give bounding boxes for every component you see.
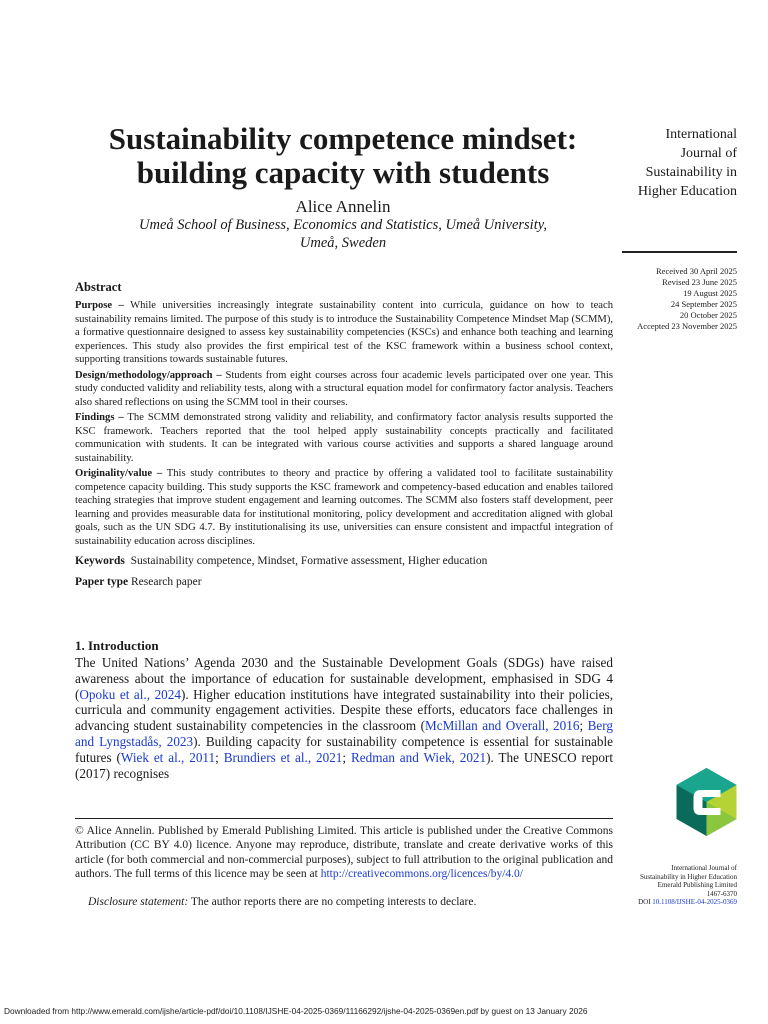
doi-label: DOI bbox=[638, 898, 651, 907]
license-text: © Alice Annelin. Published by Emerald Publishing Limited. This article is published under the Creative Commons Attribution (CC BY 4.0) licence. Anyone may reproduce, distribute, translate and create derivative works of this article (for both commercial and non-commercial purposes), subject to full attribution to the original publication and authors. The full terms of this licence may be seen at bbox=[75, 825, 613, 880]
abstract-heading: Abstract bbox=[75, 280, 122, 294]
emerald-logo-icon bbox=[676, 768, 737, 836]
intro-text: ; bbox=[579, 718, 588, 734]
title-line-1: Sustainability competence mindset: bbox=[108, 121, 578, 156]
intro-text: ). The UNESCO report (2017) recognises bbox=[75, 749, 613, 781]
article-title bbox=[75, 122, 611, 190]
date-line: 19 August 2025 bbox=[683, 288, 737, 298]
author-affiliation bbox=[75, 216, 611, 252]
findings-text: The SCMM demonstrated strong validity and reliability, and confirmatory factor analysis results supported the KSC framework. Teachers reported that the tool helped apply sustainability concepts practically and facilitated communication with students. It can be integrated with various course activities and supports a shared language around sustainability. bbox=[75, 412, 613, 464]
date-line: 20 October 2025 bbox=[679, 310, 737, 320]
journal-info-line: International Journal of bbox=[671, 864, 737, 872]
intro-text: ). Building capacity for sustainability competence is essential for sustainable futures ( bbox=[75, 733, 613, 765]
journal-line: Higher Education bbox=[637, 184, 737, 199]
journal-title bbox=[610, 125, 737, 201]
journal-info-line: Emerald Publishing Limited bbox=[657, 881, 737, 890]
citation-link[interactable]: McMillan and Overall, 2016 bbox=[424, 718, 580, 734]
abstract-section bbox=[75, 280, 613, 592]
journal-line: International bbox=[665, 127, 737, 142]
date-line: Revised 23 June 2025 bbox=[662, 277, 737, 287]
introduction-paragraph bbox=[75, 655, 613, 781]
paper-type-label: Paper type bbox=[75, 576, 129, 588]
purpose-text: While universities increasingly integrate sustainability content into curricula, guidance on how to teach sustainability remains limited. The purpose of this study is to introduce the Sustainability Competence Mindset Map (SCMM), a formative questionnaire designed to assess key sustainability competencies (KSCs) and enhance both teaching and learning experiences. This study also provides the first empirical test of the KSC framework within a business school context, supporting transitions towards sustainable futures. bbox=[75, 300, 614, 365]
author-name: Alice Annelin bbox=[295, 197, 391, 216]
citation-link[interactable]: Brundiers et al., 2021 bbox=[223, 749, 343, 765]
journal-line: Sustainability in bbox=[645, 165, 737, 180]
doi-link[interactable]: 10.1108/IJSHE-04-2025-0369 bbox=[652, 898, 737, 907]
citation-link[interactable]: Redman and Wiek, 2021 bbox=[350, 749, 487, 765]
affiliation-line-2: Umeå, Sweden bbox=[299, 235, 387, 251]
originality-label: Originality/value – bbox=[75, 468, 163, 479]
intro-text: ; bbox=[215, 749, 224, 765]
design-text: Students from eight courses across four academic levels participated over one year. This study conducted validity and reliability tests, along with a structural equation model for confirmatory factor analysis. Teachers also shared reflections on using the SCMM tool in their courses. bbox=[75, 369, 613, 408]
originality-text: This study contributes to theory and practice by offering a validated tool to facilitate sustainability competence capacity building. This study supports the KSC framework and competency-based education and enables tailored teaching strategies that improve student engagement and learning outcomes. The SCMM also fosters staff development, peer learning and provides measurable data for institutional monitoring, policy development and accreditation aligned with global goals, such as the UN SDG 4.7. By institutionalising its use, universities can ensure consistent and impactful integration of sustainability education across disciplines. bbox=[75, 468, 614, 547]
abstract-findings bbox=[75, 411, 613, 465]
journal-info bbox=[610, 864, 737, 907]
download-footer: Downloaded from http://www.emerald.com/ijshe/article-pdf/doi/10.1108/IJSHE-04-2025-0369/11166292/ijshe-04-2025-0369en.pdf by guest on 13 January 2026 bbox=[4, 1006, 588, 1016]
date-line: Received 30 April 2025 bbox=[656, 266, 737, 276]
introduction-heading: 1. Introduction bbox=[75, 638, 159, 653]
abstract-purpose bbox=[75, 299, 613, 367]
journal-line: Journal of bbox=[680, 146, 737, 161]
license-link[interactable]: http://creativecommons.org/licences/by/4.0/ bbox=[320, 867, 523, 880]
intro-text: The United Nations’ Agenda 2030 and the Sustainable Development Goals (SDGs) have raised awareness about the importance of education for sustainable development, emphasised in SDG 4 ( bbox=[75, 655, 613, 702]
affiliation-line-1: Umeå School of Business, Economics and Statistics, Umeå University, bbox=[139, 217, 547, 233]
paper-type bbox=[75, 575, 613, 590]
abstract-originality bbox=[75, 467, 613, 548]
disclosure-label: Disclosure statement: bbox=[88, 896, 189, 908]
introduction-section bbox=[75, 638, 613, 781]
doi-line bbox=[610, 898, 737, 907]
journal-divider bbox=[622, 251, 737, 253]
abstract-design bbox=[75, 369, 613, 410]
keywords-label: Keywords bbox=[75, 555, 125, 567]
license-paragraph bbox=[75, 824, 613, 881]
disclosure-statement bbox=[88, 895, 613, 909]
citation-link[interactable]: Wiek et al., 2011 bbox=[120, 749, 216, 765]
date-line: Accepted 23 November 2025 bbox=[637, 321, 737, 331]
footnote-divider bbox=[75, 818, 613, 819]
design-label: Design/methodology/approach – bbox=[75, 369, 222, 381]
intro-text: ; bbox=[342, 749, 351, 765]
keywords bbox=[75, 554, 613, 569]
keywords-text: Sustainability competence, Mindset, Formative assessment, Higher education bbox=[130, 555, 488, 567]
citation-link[interactable]: Opoku et al., 2024 bbox=[79, 686, 181, 702]
article-history bbox=[610, 266, 737, 332]
citation-link[interactable]: Berg and Lyngstadås, 2023 bbox=[75, 718, 613, 749]
journal-info-line: 1467-6370 bbox=[706, 889, 737, 898]
date-line: 24 September 2025 bbox=[670, 299, 737, 309]
paper-type-text: Research paper bbox=[131, 576, 202, 588]
findings-label: Findings – bbox=[75, 412, 124, 423]
title-line-2: building capacity with students bbox=[136, 155, 550, 190]
intro-text: ). Higher education institutions have integrated sustainability into their policies, curricula and community engagement activities. Despite these efforts, educators face challenges in advancing student sustainability competencies in the classroom ( bbox=[75, 686, 614, 734]
journal-info-line: Sustainability in Higher Education bbox=[639, 872, 737, 881]
disclosure-text: The author reports there are no competing interests to declare. bbox=[188, 896, 477, 908]
purpose-label: Purpose – bbox=[75, 300, 124, 311]
license-note bbox=[75, 824, 613, 881]
